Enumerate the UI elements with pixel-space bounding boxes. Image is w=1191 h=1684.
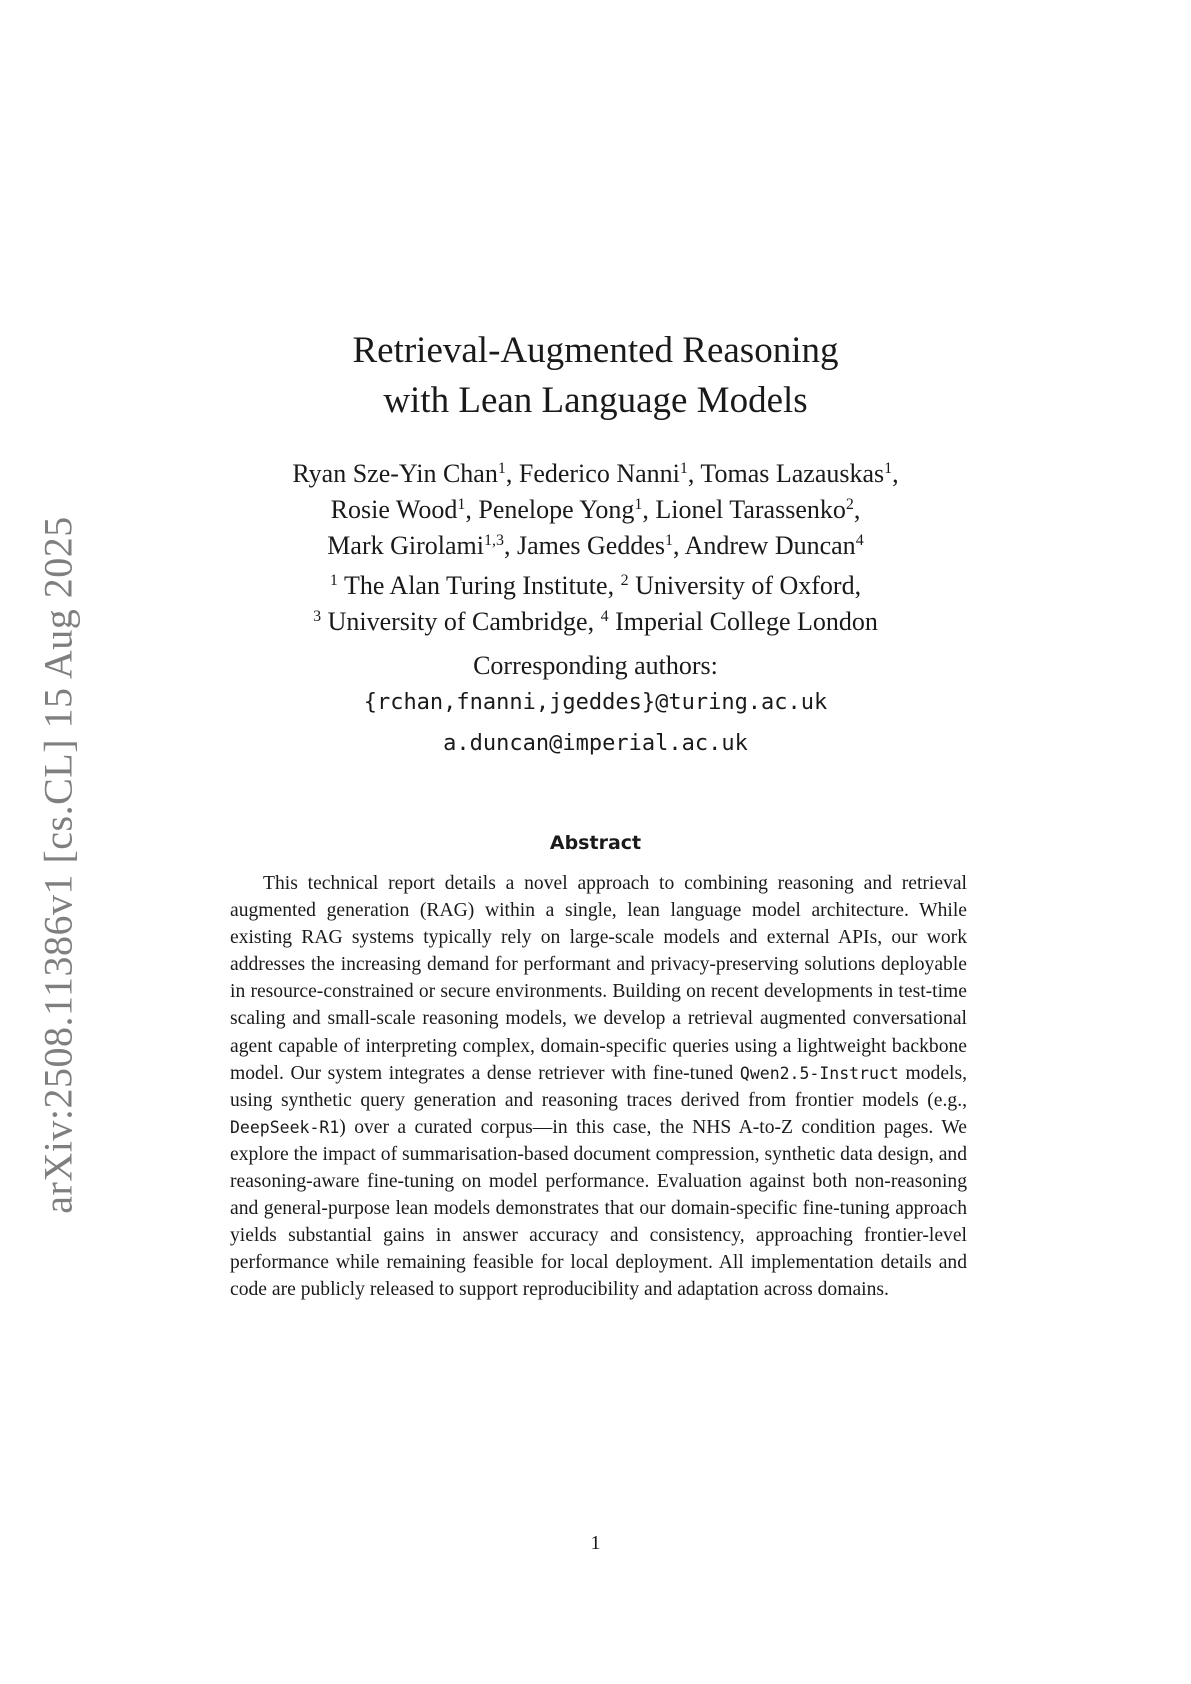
author-affiliation-mark: 1 (497, 460, 506, 477)
paper-title (0, 326, 1191, 426)
arxiv-identifier (35, 516, 81, 1214)
author-name: Mark Girolami (327, 531, 484, 560)
model-name-code: DeepSeek-R1 (230, 1117, 340, 1137)
model-name-code: Qwen2.5-Instruct (739, 1063, 899, 1083)
author-affiliation-mark: 1,3 (483, 532, 504, 549)
title-line-2: with Lean Language Models (383, 380, 808, 421)
corresponding-email-turing: {rchan,fnanni,jgeddes}@turing.ac.uk (363, 690, 828, 715)
affiliation-mark: 1 (329, 572, 338, 589)
abstract-body (230, 870, 967, 1304)
abstract-text: ) over a curated corpus—in this case, the NHS A-to-Z condition pages. We explore the impact of summarisation-based document compression, synthetic data design, and reasoning-aware fine-tuning on model performance. Evaluation against both non-reasoning and general-purpose lean models demonstrates that our domain-specific fine-tuning approach yields substantial gains in answer accuracy and consistency, approaching frontier-level performance while remaining feasible for local deployment. All implementation details and code are publicly released to support reproducibility and adaptation across domains. (230, 1116, 967, 1301)
author-row-3: Mark Girolami$^{1,3}$, James Geddes$^1$, Andrew Duncan$^4$ (327, 531, 864, 560)
author-affiliation-mark: 1 (884, 460, 893, 477)
author-list (0, 456, 1191, 564)
author-affiliation-mark: 1 (457, 496, 466, 513)
affiliation-row-1: $^1$ The Alan Turing Institute, $^2$ University of Oxford, (329, 571, 862, 600)
affiliation-mark: 2 (620, 572, 629, 589)
abstract-heading: Abstract (549, 832, 642, 854)
affiliation-mark: 4 (600, 608, 609, 625)
author-affiliation-mark: 1 (634, 496, 643, 513)
abstract-paragraph (230, 870, 967, 1304)
author-name: James Geddes (516, 531, 665, 560)
corresponding-authors-label: Corresponding authors: (473, 651, 718, 680)
author-affiliation-mark: 2 (845, 496, 854, 513)
affiliation-name: The Alan Turing Institute (343, 571, 608, 600)
arxiv-identifier-text: arXiv:2508.11386v1 [cs.CL] 15 Aug 2025 (35, 516, 81, 1214)
author-name: Tomas Lazauskas (700, 459, 885, 488)
abstract-text: models, using synthetic query generation and reasoning traces derived from frontier models (e.g., (230, 1062, 967, 1111)
author-name: Andrew Duncan (684, 531, 856, 560)
author-name: Lionel Tarassenko (655, 495, 846, 524)
author-name: Rosie Wood (330, 495, 458, 524)
author-affiliation-mark: 1 (679, 460, 688, 477)
affiliation-row-2: $^3$ University of Cambridge, $^4$ Imperial College London (313, 607, 878, 636)
affiliation-name: University of Cambridge (327, 607, 588, 636)
author-affiliation-mark: 4 (855, 532, 864, 549)
abstract-text: This technical report details a novel approach to combining reasoning and retrieval augmented generation (RAG) within a single, lean language model architecture. While existing RAG systems typically rely on large-scale models and external APIs, our work addresses the increasing demand for performant and privacy-preserving solutions deployable in resource-constrained or secure environments. Building on recent developments in test-time scaling and small-scale reasoning models, we develop a retrieval augmented conversational agent capable of interpreting complex, domain-specific queries using a lightweight backbone model. Our system integrates a dense retriever with fine-tuned (230, 873, 967, 1084)
affiliation-name: University of Oxford (635, 571, 855, 600)
page-number: 1 (590, 1532, 601, 1554)
author-name: Penelope Yong (478, 495, 635, 524)
author-affiliation-mark: 1 (665, 532, 673, 549)
author-row-1: Ryan Sze-Yin Chan$^1$, Federico Nanni$^1$, Tomas Lazauskas$^1$, (292, 459, 899, 488)
author-name: Ryan Sze-Yin Chan (292, 459, 498, 488)
title-line-1: Retrieval-Augmented Reasoning (352, 330, 839, 371)
affiliation-list (0, 568, 1191, 640)
author-name: Federico Nanni (518, 459, 680, 488)
affiliation-name: Imperial College London (615, 607, 878, 636)
author-row-2: Rosie Wood$^1$, Penelope Yong$^1$, Lionel Tarassenko$^2$, (330, 495, 861, 524)
affiliation-mark: 3 (313, 608, 322, 625)
corresponding-email-imperial: a.duncan@imperial.ac.uk (443, 731, 748, 756)
